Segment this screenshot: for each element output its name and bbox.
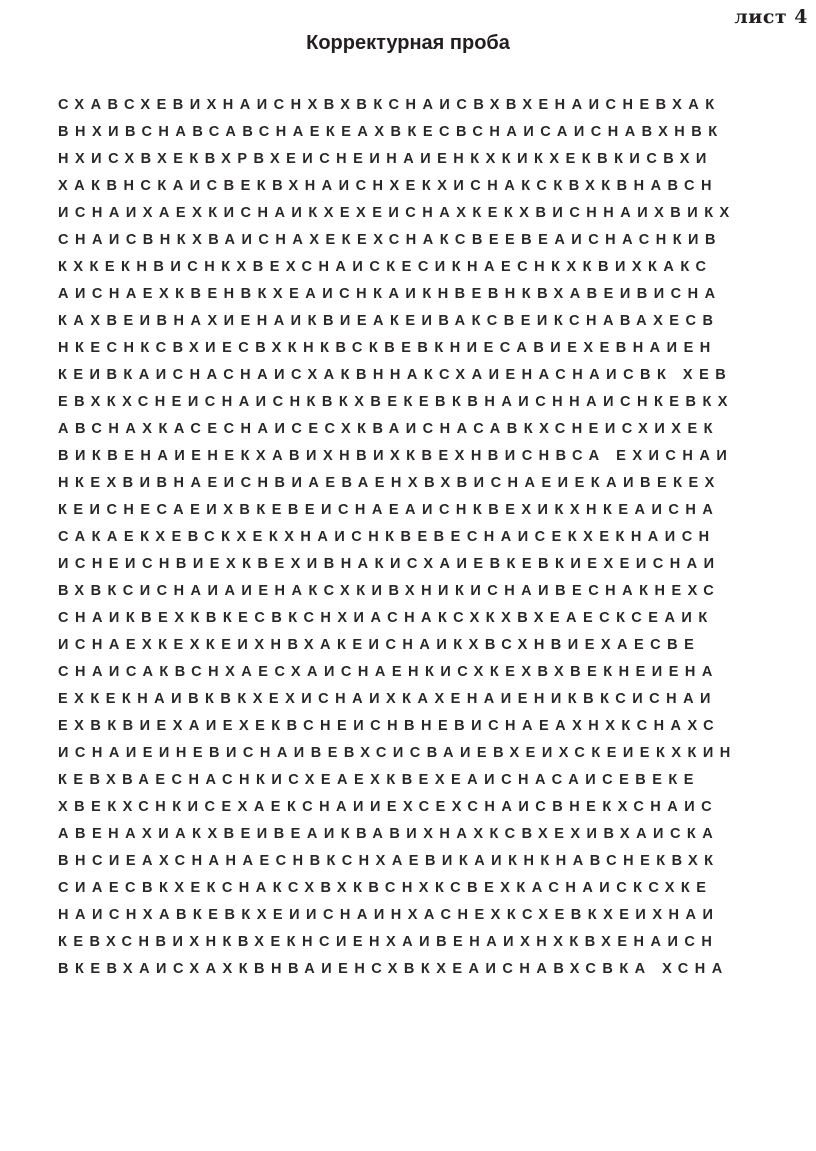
letter-row: НКЕХВИВНАЕИСНВИАЕВАЕНХВХВИСНАЕИЕКАИВЕКЕХ — [58, 475, 721, 491]
letter-row: ХАКВНСКАИСВЕКВХНАИСНХЕКХИСНАКСКВХКВНАВСН — [58, 178, 718, 194]
letter-row: КХКЕКНВИСНКХВЕХСНАИСКЕСИКНАЕСНКХКВИХКАКС — [58, 259, 713, 275]
letter-row: ХВЕКХСНКИСЕХАЕКСНАИИЕХСЕХСНАИСВНЕКХСНАИС — [58, 799, 719, 815]
letter-row: ИСНАИХАЕХКИСНАИКХЕХЕИСНАХКЕКХВИСННАИХВИКХ — [58, 205, 736, 221]
letter-row: АВСНАХКАСЕСНАИСЕСХКВАИСНАСАВКХСНЕИСХИХЕК — [58, 421, 719, 437]
letter-row: СХАВСХЕВИХНАИСНХВХВКСНАИСВХВХЕНАИСНЕВХАК — [58, 97, 721, 113]
letter-row: ЕВХКХСНЕИСНАИСНКВКХВЕКЕВКВНАИСННАИСНКЕВКХ — [58, 394, 734, 410]
page-title: Корректурная проба — [306, 32, 510, 54]
letter-row: КЕВХСНВИХНКВХЕКНСИЕНХАИВЕНАИХНХКВХЕНАИСН — [58, 934, 719, 950]
sheet-number-label: лист 4 — [734, 6, 808, 28]
letter-row: АВЕНАХИАКХВЕИВЕАИКВАВИХНАХКСВХЕХИВХАИСКА — [58, 826, 720, 842]
letter-row: СНАИСАКВСНХАЕСХАИСНАЕНКИСХКЕХВХВЕКНЕИЕНА — [58, 664, 719, 680]
letter-row: НКЕСНКСВХИЕСВХКНКВСКВЕВКНИЕСАВИЕХЕВНАИЕН — [58, 340, 717, 356]
letter-row: САКАЕКХЕВСКХЕКХНАИСНКВЕВЕСНАИСЕКХЕКНАИСН — [58, 529, 716, 545]
letter-row: КЕИВКАИСНАСНАИСХАКВННАКСХАИЕНАСНАИСВК ХЕВ — [58, 367, 733, 383]
letter-row: ИСНЕИСНВИЕХКВЕХИВНАКИСХАИЕВКЕВКИЕХЕИСНАИ — [58, 556, 721, 572]
letter-row: КАХВЕИВНАХИЕНАИКВИЕАКЕИВАКСВЕИКСНАВАХЕСВ — [58, 313, 720, 329]
letter-row: СИАЕСВКХЕКСНАКСХВХКВСНХКСВЕХКАСНАИСКСХКЕ — [58, 880, 713, 896]
letter-row: ИСНАИЕИНЕВИСНАИВЕВХСИСВАИЕВХЕИХСКЕИЕКХКИН — [58, 745, 737, 761]
letter-row: ВНСИЕАХСНАНАЕСНВКСНХАЕВИКАИКНКНАВСНЕКВХК — [58, 853, 720, 869]
letter-row: ВХВКСИСНАИАИЕНАКСХКИВХНИКИСНАИВЕСНАКНЕХС — [58, 583, 721, 599]
letter-row: НХИСХВХЕКВХРВХЕИСНЕИНАИЕНКХКИКХЕКВКИСВХИ — [58, 151, 713, 167]
letter-row: ВИКВЕНАИЕНЕКХАВИХНВИХКВЕХНВИСНВСА ЕХИСНАИ — [58, 448, 734, 464]
letter-grid — [58, 92, 774, 983]
letter-row: ЕХКЕКНАИВКВКХЕХИСНАИХКАХЕНАИЕНИКВКСИСНАИ — [58, 691, 717, 707]
letter-row: СНАИСВНКХВАИСНАХЕКЕХСНАКСВЕЕВЕАИСНАСНКИВ — [58, 232, 722, 248]
letter-row: НАИСНХАВКЕВКХЕИИСНАИНХАСНЕХКСХЕВКХЕИХНАИ — [58, 907, 720, 923]
letter-row: ВНХИВСНАВСАВСНАЕКЕАХВКЕСВСНАИСАИСНАВХНВК — [58, 124, 724, 140]
letter-row: ИСНАЕХКЕХКЕИХНВХАКЕИСНАИКХВСХНВИЕХАЕСВЕ — [58, 637, 701, 653]
letter-row: АИСНАЕХКВЕНВКХЕАИСНКАИКНВЕВНКВХАВЕИВИСНА — [58, 286, 722, 302]
letter-row: СНАИКВЕХКВКЕСВКСНХИАСНАКСХКХВХЕАЕСКСЕАИК — [58, 610, 714, 626]
letter-row: ВКЕВХАИСХАХКВНВАИЕНСХВКХЕАИСНАВХСВКА ХСНА — [58, 961, 729, 977]
letter-row: КЕИСНЕСАЕИХВКЕВЕИСНАЕАИСНКВЕХИКХНКЕАИСНА — [58, 502, 720, 518]
letter-row: КЕВХВАЕСНАСНКИСХЕАЕХКВЕХЕАИСНАСАИСЕВЕКЕ — [58, 772, 700, 788]
letter-row: ЕХВКВИЕХАИЕХЕКВСНЕИСНВНЕВИСНАЕАХНХКСНАХС — [58, 718, 721, 734]
